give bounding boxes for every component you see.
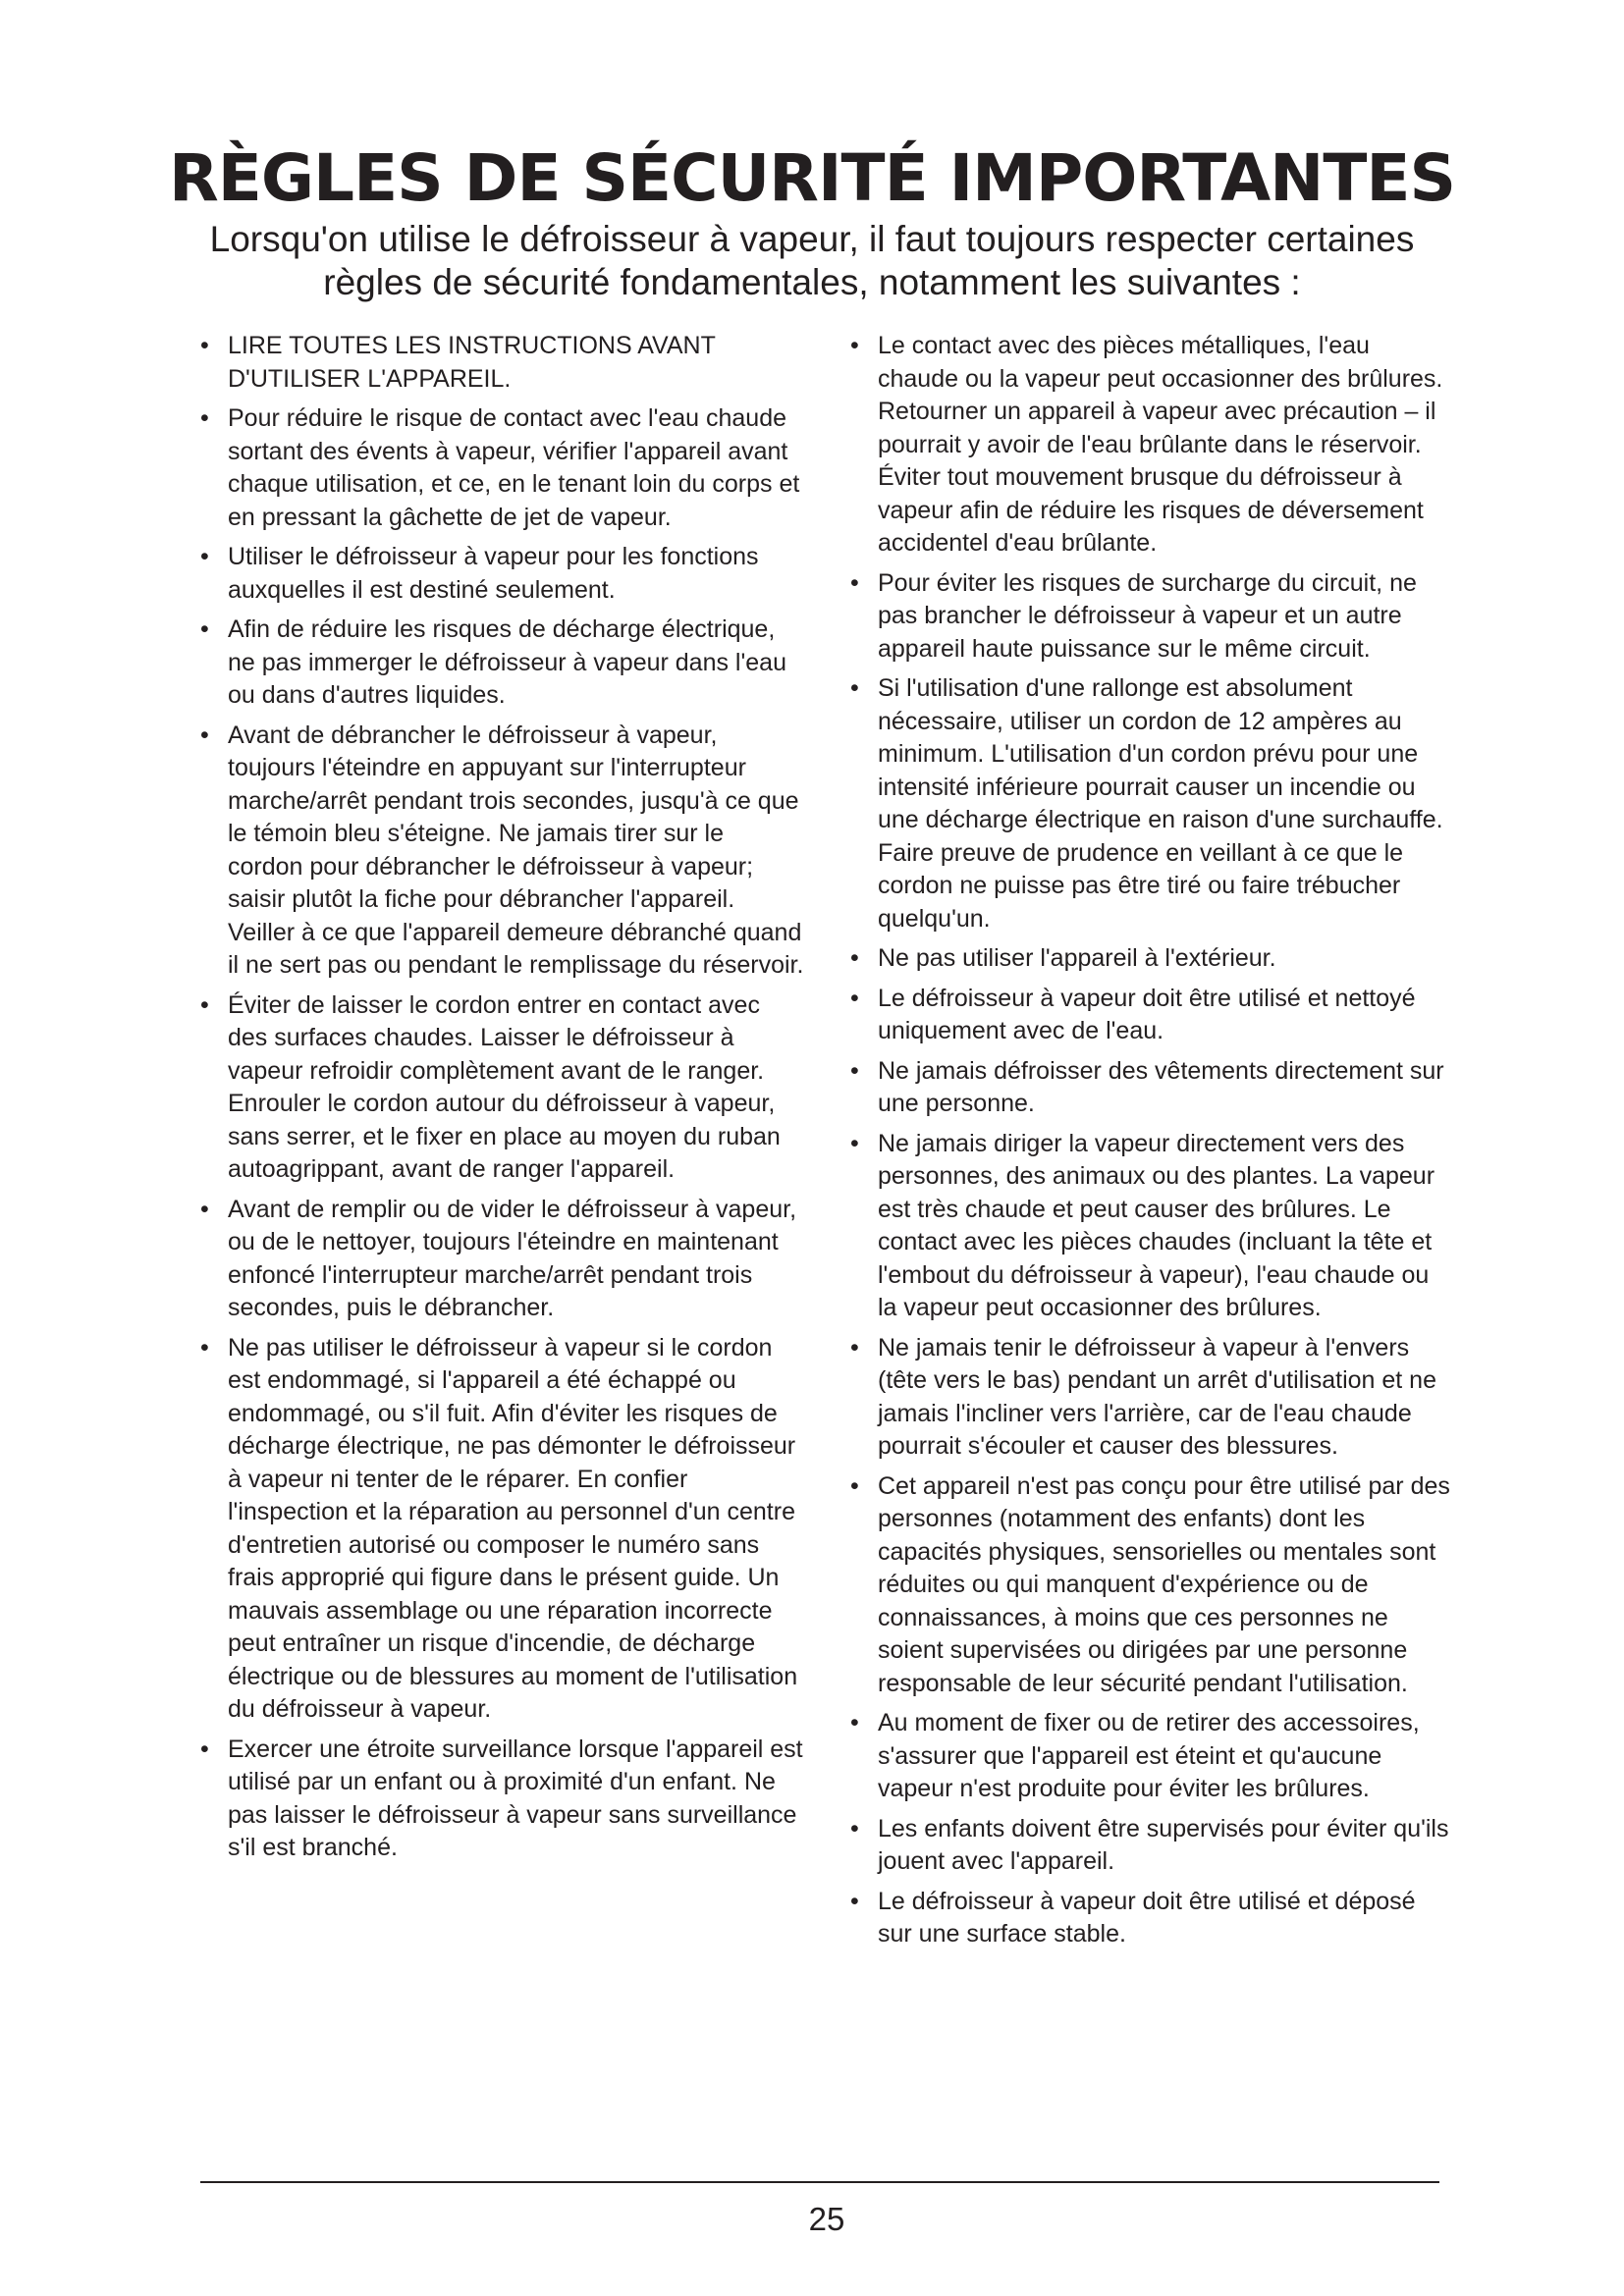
footer-divider [200, 2181, 1439, 2183]
list-item [198, 1734, 805, 1865]
list-item-text: • Pour éviter les risques de surcharge du circuit, ne pas brancher le défroisseur à vapeur et un autre appareil haute puissance sur le même circuit. [878, 568, 1417, 663]
list-item-text: • Si l'utilisation d'une rallonge est absolument nécessaire, utiliser un cordon de 12 ampères au minimum. L'utilisation d'un cordon prévu pour une intensité inférieure pourrait causer un incendie ou une décharge électrique en raison d'une surchauffe. Faire preuve de prudence en veillant à ce que le cordon ne puisse pas être tiré ou faire trébucher quelqu'un. [878, 674, 1443, 933]
list-item [198, 402, 805, 534]
list-item-text: • Pour réduire le risque de contact avec l'eau chaude sortant des évents à vapeur, vérifier l'appareil avant chaque utilisation, et ce, en le tenant loin du corps et en pressant la gâchette de jet de vapeur. [228, 404, 800, 531]
list-item [848, 942, 1451, 976]
list-item-text: • Exercer une étroite surveillance lorsque l'appareil est utilisé par un enfant ou à proximité d'un enfant. Ne pas laisser le défroisseur à vapeur sans surveillance s'il est branché. [228, 1735, 803, 1861]
page-number: 25 [808, 2201, 845, 2237]
list-item [848, 1128, 1451, 1325]
list-item [198, 1194, 805, 1325]
list-item [198, 330, 805, 396]
list-item-text: • Le contact avec des pièces métalliques, l'eau chaude ou la vapeur peut occasionner des brûlures. Retourner un appareil à vapeur avec précaution – il pourrait y avoir de l'eau brûlante dans le réservoir. Éviter tout mouvement brusque du défroisseur à vapeur afin de réduire les risques de déversement accidentel d'eau brûlante. [878, 332, 1443, 557]
list-item-text: • LIRE TOUTES LES INSTRUCTIONS AVANT D'UTILISER L'APPAREIL. [228, 332, 716, 393]
list-item [848, 1470, 1451, 1701]
list-item-text: • Cet appareil n'est pas conçu pour être utilisé par des personnes (notamment des enfants) dont les capacités physiques, sensorielles ou mentales sont réduites ou qui manquent d'expérience ou de connaissances, à moins que ces personnes ne soient supervisées ou dirigées par une personne responsable de leur sécurité pendant l'utilisation. [878, 1471, 1450, 1697]
left-safety-list [198, 330, 805, 1872]
list-item-text: • Ne jamais défroisser des vêtements directement sur une personne. [878, 1056, 1444, 1117]
list-item-text: • Au moment de fixer ou de retirer des accessoires, s'assurer que l'appareil est éteint et qu'aucune vapeur n'est produite pour éviter les brûlures. [878, 1709, 1420, 1802]
list-item [848, 1813, 1451, 1879]
list-item [198, 541, 805, 607]
list-item-text: • Ne jamais diriger la vapeur directement vers des personnes, des animaux ou des plantes. La vapeur est très chaude et peut causer des brûlures. Le contact avec les pièces chaudes (incluant la tête et l'embout du défroisseur à vapeur), l'eau chaude ou la vapeur peut occasionner des brûlures. [878, 1129, 1435, 1321]
list-item [198, 720, 805, 983]
list-item-text: • Avant de débrancher le défroisseur à vapeur, toujours l'éteindre en appuyant sur l'interrupteur marche/arrêt pendant trois secondes, jusqu'à ce que le témoin bleu s'éteigne. Ne jamais tirer sur le cordon pour débrancher le défroisseur à vapeur; saisir plutôt la fiche pour débrancher l'appareil. Veiller à ce que l'appareil demeure débranché quand il ne sert pas ou pendant le remplissage du réservoir. [228, 721, 804, 979]
list-item-text: • Éviter de laisser le cordon entrer en contact avec des surfaces chaudes. Laisser le défroisseur à vapeur refroidir complètement avant de le ranger. Enrouler le cordon autour du défroisseur à vapeur, sans serrer, et le fixer en place au moyen du ruban autoagrippant, avant de ranger l'appareil. [228, 990, 781, 1183]
list-item [848, 567, 1451, 667]
list-item-text: • Ne jamais tenir le défroisseur à vapeur à l'envers (tête vers le bas) pendant un arrêt d'utilisation et ne jamais l'incliner vers l'arrière, car de l'eau chaude pourrait s'écouler et causer des blessures. [878, 1333, 1436, 1460]
list-item [848, 1707, 1451, 1806]
list-item [848, 330, 1451, 561]
list-item-text: • Utiliser le défroisseur à vapeur pour les fonctions auxquelles il est destiné seulement. [228, 543, 759, 604]
page-title: RÈGLES DE SÉCURITÉ IMPORTANTES [168, 140, 1456, 216]
list-item [198, 614, 805, 713]
list-item [848, 983, 1451, 1048]
list-item-text: • Afin de réduire les risques de décharge électrique, ne pas immerger le défroisseur à vapeur dans l'eau ou dans d'autres liquides. [228, 615, 786, 709]
list-item-text: • Le défroisseur à vapeur doit être utilisé et déposé sur une surface stable. [878, 1887, 1416, 1948]
list-item-text: • Ne pas utiliser l'appareil à l'extérieur. [878, 944, 1276, 972]
list-item [198, 1332, 805, 1727]
right-safety-list [848, 330, 1451, 1958]
list-item [848, 1332, 1451, 1464]
page-subtitle: Lorsqu'on utilise le défroisseur à vapeur, il faut toujours respecter certaines règles de sécurité fondamentales, notamment les suivantes : [209, 219, 1415, 302]
list-item-text: • Le défroisseur à vapeur doit être utilisé et nettoyé uniquement avec de l'eau. [878, 984, 1416, 1044]
list-item [848, 1886, 1451, 1951]
list-item [198, 989, 805, 1187]
list-item-text: • Avant de remplir ou de vider le défroisseur à vapeur, ou de le nettoyer, toujours l'éteindre en maintenant enfoncé l'interrupteur marche/arrêt pendant trois secondes, puis le débrancher. [228, 1195, 797, 1321]
list-item [848, 672, 1451, 935]
list-item-text: • Ne pas utiliser le défroisseur à vapeur si le cordon est endommagé, si l'appareil a été échappé ou endommagé, ou s'il fuit. Afin d'éviter les risques de décharge électrique, ne pas démonter le défroisseur à vapeur ni tenter de le réparer. En confier l'inspection et la réparation au personnel d'un centre d'entretien autorisé ou composer le numéro sans frais approprié qui figure dans le présent guide. Un mauvais assemblage ou une réparation incorrecte peut entraîner un risque d'incendie, de décharge électrique ou de blessures au moment de l'utilisation du défroisseur à vapeur. [228, 1333, 798, 1723]
list-item [848, 1055, 1451, 1121]
list-item-text: • Les enfants doivent être supervisés pour éviter qu'ils jouent avec l'appareil. [878, 1814, 1449, 1875]
